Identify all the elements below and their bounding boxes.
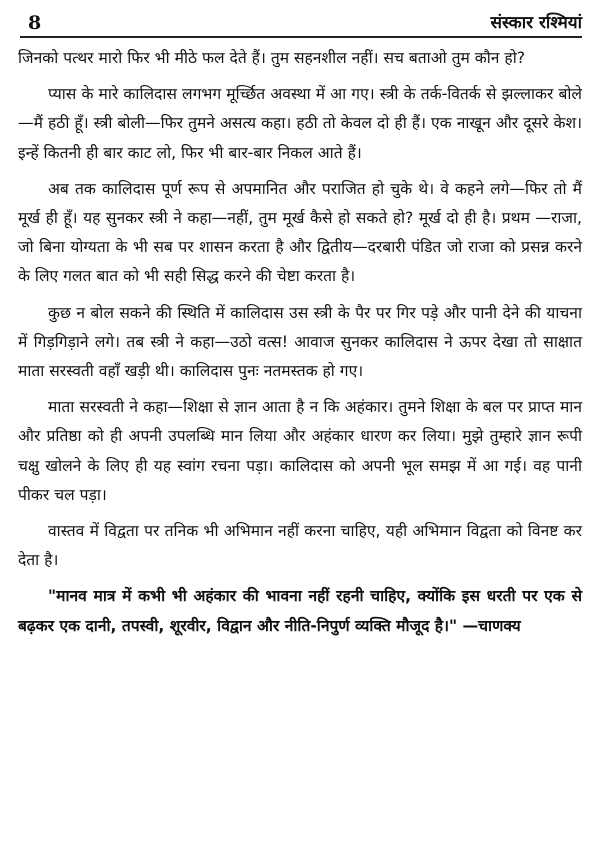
page-header bbox=[20, 6, 582, 38]
page-number: 8 bbox=[28, 12, 42, 34]
page-body bbox=[18, 44, 582, 641]
closing-quote: "मानव मात्र में कभी भी अहंकार की भावना नहीं रहनी चाहिए, क्योंकि इस धरती पर एक से बढ़कर एक दानी, तपस्वी, शूरवीर, विद्वान और नीति-निपुर्ण व्यक्ति मौजूद है।" —चाणक्य bbox=[18, 587, 582, 635]
paragraph: प्यास के मारे कालिदास लगभग मूर्च्छित अवस्था में आ गए। स्त्री के तर्क-वितर्क से झल्लाकर बोले—मैं हठी हूँ। स्त्री बोली—फिर तुमने असत्य कहा। हठी तो केवल दो ही हैं। एक नाखून और दूसरे केश। इन्हें कितनी ही बार काट लो, फिर भी बार-बार निकल आते हैं। bbox=[18, 85, 582, 162]
paragraph: वास्तव में विद्वता पर तनिक भी अभिमान नहीं करना चाहिए, यही अभिमान विद्वता को विनष्ट कर देता है। bbox=[18, 522, 582, 570]
paragraph: माता सरस्वती ने कहा—शिक्षा से ज्ञान आता है न कि अहंकार। तुमने शिक्षा के बल पर प्राप्त मान और प्रतिष्ठा को ही अपनी उपलब्धि मान लिया और अहंकार धारण कर लिया। मुझे तुम्हारे ज्ञान रूपी चक्षु खोलने के लिए ही यह स्वांग रचना पड़ा। कालिदास को अपनी भूल समझ में आ गई। वह पानी पीकर चल पड़ा। bbox=[18, 398, 582, 504]
paragraph: अब तक कालिदास पूर्ण रूप से अपमानित और पराजित हो चुके थे। वे कहने लगे—फिर तो मैं मूर्ख ही हूँ। यह सुनकर स्त्री ने कहा—नहीं, तुम मूर्ख कैसे हो सकते हो? मूर्ख दो ही है। प्रथम —राजा, जो बिना योग्यता के भी सब पर शासन करता है और द्वितीय—दरबारी पंडित जो राजा को प्रसन्न करने के लिए गलत बात को भी सही सिद्ध करने की चेष्टा करता है। bbox=[18, 179, 582, 286]
paragraph-continuation: जिनको पत्थर मारो फिर भी मीठे फल देते हैं। तुम सहनशील नहीं। सच बताओ तुम कौन हो? bbox=[18, 49, 526, 67]
paragraph: कुछ न बोल सकने की स्थिति में कालिदास उस स्त्री के पैर पर गिर पड़े और पानी देने की याचना में गिड़गिड़ाने लगे। तब स्त्री ने कहा—उठो वत्स! आवाज सुनकर कालिदास ने ऊपर देखा तो साक्षात माता सरस्वती वहाँ खड़ी थी। कालिदास पुनः नतमस्तक हो गए। bbox=[18, 303, 582, 381]
running-title: संस्कार रश्मियां bbox=[490, 13, 582, 33]
